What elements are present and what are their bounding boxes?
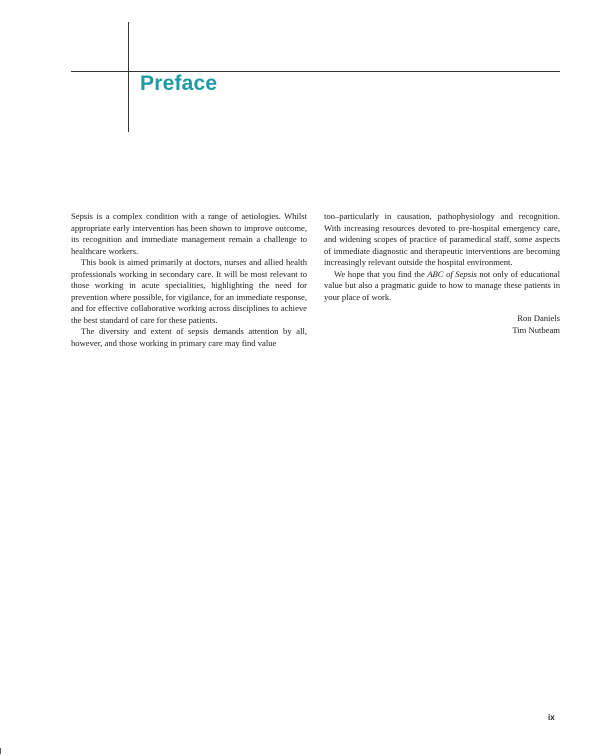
right-column: [324, 211, 560, 336]
text-run: We hope that you find the: [334, 268, 428, 279]
paragraph: This book is aimed primarily at doctors, nurses and allied health professionals working in secondary care. It will be most relevant to those working in acute specialities, highlighting the need for prevention where possible, for vigilance, for an immediate response, and for effective collaborative working across disciplines to achieve the best standard of care for these patients.: [71, 257, 307, 325]
paragraph: Sepsis is a complex condition with a range of aetiologies. Whilst appropriate early intervention has been shown to improve outcome, its recognition and immediate management remain a challenge to healthcare workers.: [71, 211, 307, 256]
author-signature: Tim Nutbeam: [512, 324, 560, 335]
text-run: not only of educational value but also a pragmatic guide to how to manage these patients in your place of work.: [324, 268, 560, 302]
page-title: Preface: [140, 72, 218, 95]
vertical-rule: [128, 22, 129, 132]
crop-mark: [0, 748, 4, 754]
book-title: ABC of Sepsis: [427, 268, 477, 279]
paragraph: The diversity and extent of sepsis demands attention by all, however, and those working in primary care may find value: [71, 326, 307, 349]
left-column: [71, 211, 307, 350]
page-number: ix: [548, 713, 555, 722]
author-signature: Ron Daniels: [517, 313, 560, 324]
paragraph: too–particularly in causation, pathophysiology and recognition. With increasing resources devoted to pre-hospital emergency care, and widening scopes of practice of paramedical staff, some aspects of immediate diagnostic and therapeutic interventions are becoming increasingly relevant outside the hospital environment.: [324, 211, 560, 268]
paragraph: [324, 269, 560, 304]
